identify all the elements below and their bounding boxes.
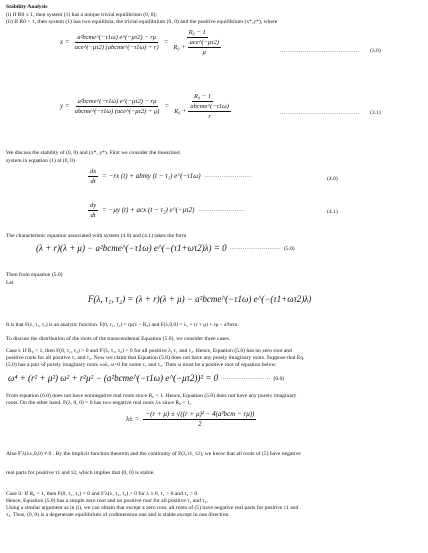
case-2-line-4: τ₂. Thus, (0, 0) is a degenerate equilibrium of codimension one and is stable except in one direction. bbox=[6, 512, 230, 518]
eq50-number: (5.0) bbox=[283, 245, 295, 252]
eq30-f2-den bbox=[171, 38, 223, 57]
eq31-number: (3.1) bbox=[370, 110, 381, 116]
eq31-inner-num: abcme^(−τ1ω) bbox=[190, 103, 229, 110]
eqL-num: −(r + μ) ± √((r + μ)² − 4(a²bcm − rμ)) bbox=[145, 410, 255, 418]
eqL-lhs: λ± = bbox=[126, 415, 140, 423]
equation-lambda-roots bbox=[126, 410, 256, 429]
eqL-den: 2 bbox=[198, 420, 202, 428]
eq60-body: ω⁴ + (r² + μ²) ω² + r²μ² − (a²bcme^(−τ1ω) e^(−μτ2))² = 0 bbox=[8, 373, 219, 383]
eq31-inner-fraction bbox=[188, 102, 231, 121]
eq30-equals: = bbox=[163, 38, 169, 46]
eq50-dots: ........................... bbox=[229, 245, 281, 251]
eq41-dots: ......................... bbox=[198, 207, 246, 213]
eq30-inner-fraction bbox=[188, 38, 221, 57]
case-2-line-3: Using a similar argument as in (i), we can obtain that except a zero root, all roots of (5) have negative real parts for positive τ1 and bbox=[6, 505, 299, 511]
eq30-number: (3.0) bbox=[370, 48, 381, 54]
eq41-num: dy bbox=[90, 202, 97, 209]
eq30-dots: .......................................... bbox=[280, 48, 360, 54]
eq31-f2-den bbox=[172, 102, 233, 121]
eq30-lhs: x = bbox=[60, 38, 70, 46]
then-line: Then from equation (5.0) bbox=[6, 272, 63, 278]
eq30-inner-den: μ bbox=[202, 49, 206, 56]
eq31-f1-num: a²bcme^(−τ1ω) e^(−μτ2) − rμ bbox=[77, 98, 157, 105]
eq31-f2-num: R₀ − 1 bbox=[193, 93, 212, 100]
eq31-dots: .......................................... bbox=[280, 110, 360, 116]
eq31-f1-den: abcme^(−τ1ω) (ace^(−μτ2) + μ) bbox=[74, 108, 160, 115]
eq30-f2-den-a: R₀ + bbox=[173, 44, 186, 51]
case-1-line-2: positive roots for all positive τ₁ and τ₂. Now we claim that Equation (5.0) does not have any purely imaginary roots. Suppose that Eq. bbox=[6, 355, 305, 361]
case-2-line-1: Case ii: If R₀ = 1, then F(0, τ₁, τ₂) = 0 and F'λ(λ, τ₁, τ₂) > 0 for λ ≥ 0, τ₁ > 0 and τ₂ > 0. bbox=[6, 491, 199, 497]
condition-1: (i) If R0 ≤ 1, then system (1) has a unique trivial equilibrium (0, 0); bbox=[6, 12, 157, 18]
eq30-fraction-1 bbox=[73, 33, 161, 52]
case-1-line-3: (5.0) has a pair of purely imaginary roots ±ωi, ω>0 for some τ₁ and τ₂. Then ω must be a positive root of equation below: bbox=[6, 362, 277, 368]
eq60-number: (6.0) bbox=[273, 375, 285, 382]
equation-4-1 bbox=[88, 201, 246, 220]
paragraph-3-line-1: It is that F(λ, τ₁, τ₂) is an analytic function. F(0, τ₁, τ₂) = rμ(1 − R₀) and F(λ,0,0) = λ₁ + (r + μ) + rμ − a²bcm. bbox=[6, 322, 239, 328]
equation-3-0 bbox=[60, 28, 223, 57]
paragraph-4-line-1: From equation (6.0) does not have nonnegative real roots since R₀ < 1. Hence, Equation (5.0) does not have any purely imaginary bbox=[6, 393, 297, 399]
paragraph-2: The characteristic equation associated with system (4.0) and (4.1) takes the form bbox=[6, 233, 187, 239]
eq30-f1-num: a²bcme^(−τ1ω) e^(−μτ2) − rμ bbox=[77, 34, 156, 41]
eq31-lhs: y = bbox=[60, 102, 70, 110]
equation-6-0 bbox=[8, 373, 284, 384]
eq41-den: dt bbox=[90, 212, 96, 219]
paragraph-5-line-2: real parts for positive τ1 and τ2, which implies that (0, 0) is stable. bbox=[6, 470, 155, 476]
eq31-inner-den: r bbox=[208, 113, 211, 120]
equation-4-0 bbox=[88, 167, 252, 186]
eq41-derivative bbox=[88, 201, 98, 220]
eq41-rhs: = −μy (t) + acx (t − τ₂) e^(−μτ2) bbox=[102, 206, 195, 214]
case-1-line-1: Case i: If R₀ < 1, then F(0, τ₁, τ₂) > 0 and F'(λ, τ₁, τ₂) > 0 for all positive λ, τ₁ and τ₂. Hence, Equation (5.0) has no zero root and bbox=[6, 348, 292, 354]
eq30-f2-num: R₀ − 1 bbox=[188, 29, 206, 36]
eq40-derivative bbox=[88, 167, 98, 186]
eq31-fraction-1 bbox=[73, 97, 162, 116]
eq40-number: (4.0) bbox=[327, 176, 338, 182]
eq40-dots: ......................... bbox=[204, 173, 253, 179]
paragraph-1-line-2: system in equation (1) at (0, 0) bbox=[6, 158, 75, 164]
eq40-den: dt bbox=[90, 178, 96, 185]
eq30-f1-den: ace^(−μτ2) (abcme^(−τ1ω) + r) bbox=[74, 44, 159, 51]
eq40-num: dx bbox=[90, 168, 97, 175]
eq60-dots: .......................... bbox=[221, 375, 271, 381]
let-line: Let bbox=[6, 280, 14, 286]
equation-f-definition: F(λ, τ₁, τ₂) = (λ + r)(λ + μ) − a²bcme^(−τ1ω) e^(−(τ1+ωτ2)λ) bbox=[88, 294, 312, 304]
eq50-body: (λ + r)(λ + μ) − a²bcme^(−τ1ω) e^(−(τ1+ωτ2)λ) = 0 bbox=[36, 243, 227, 253]
eq31-equals: = bbox=[164, 102, 170, 110]
condition-2: (ii) If R0 > 1, then system (1) has two equilibria, the trivial equilibrium (0, 0) and the positive equilibrium (x*,y*), where bbox=[6, 19, 278, 25]
case-2-line-2: Hence, Equation (5.0) has a simple zero root and no positive root for all positive τ₁ and τ₂. bbox=[6, 498, 208, 504]
eq31-f2-den-a: R₀ + bbox=[174, 108, 187, 115]
eq30-inner-num: ace^(−μτ2) bbox=[189, 39, 219, 46]
eqL-fraction bbox=[143, 410, 256, 429]
paragraph-3-line-2: To discuss the distribution of the roots of the transcendental Equation (5.0), we consider three cases. bbox=[6, 336, 231, 342]
eq40-rhs: = −rx (t) + abmy (t − τ₁) e^(−τ1ω) bbox=[102, 172, 201, 180]
equation-5-0 bbox=[36, 243, 295, 254]
paragraph-5-line-1: Also F'λ(λ±,0,0) ≠ 0 . By the implicit function theorem and the continuity of F(λ,τ1, τ2), we know that all roots of (5) have negative bbox=[6, 451, 301, 457]
equation-3-1 bbox=[60, 92, 233, 121]
eq31-fraction-2 bbox=[172, 92, 233, 121]
eq41-number: (4.1) bbox=[327, 209, 338, 215]
paragraph-4-line-2: roots. On the other hand, F(λ, 0, 0) = 0 has two negative real roots λ± since R₀ < 1, bbox=[6, 400, 192, 406]
section-title: Stability Analysis bbox=[6, 4, 48, 10]
eq30-fraction-2 bbox=[171, 28, 223, 57]
paragraph-1-line-1: We discuss the stability of (0, 0) and (x*, y*). First we consider the linearized bbox=[6, 150, 180, 156]
